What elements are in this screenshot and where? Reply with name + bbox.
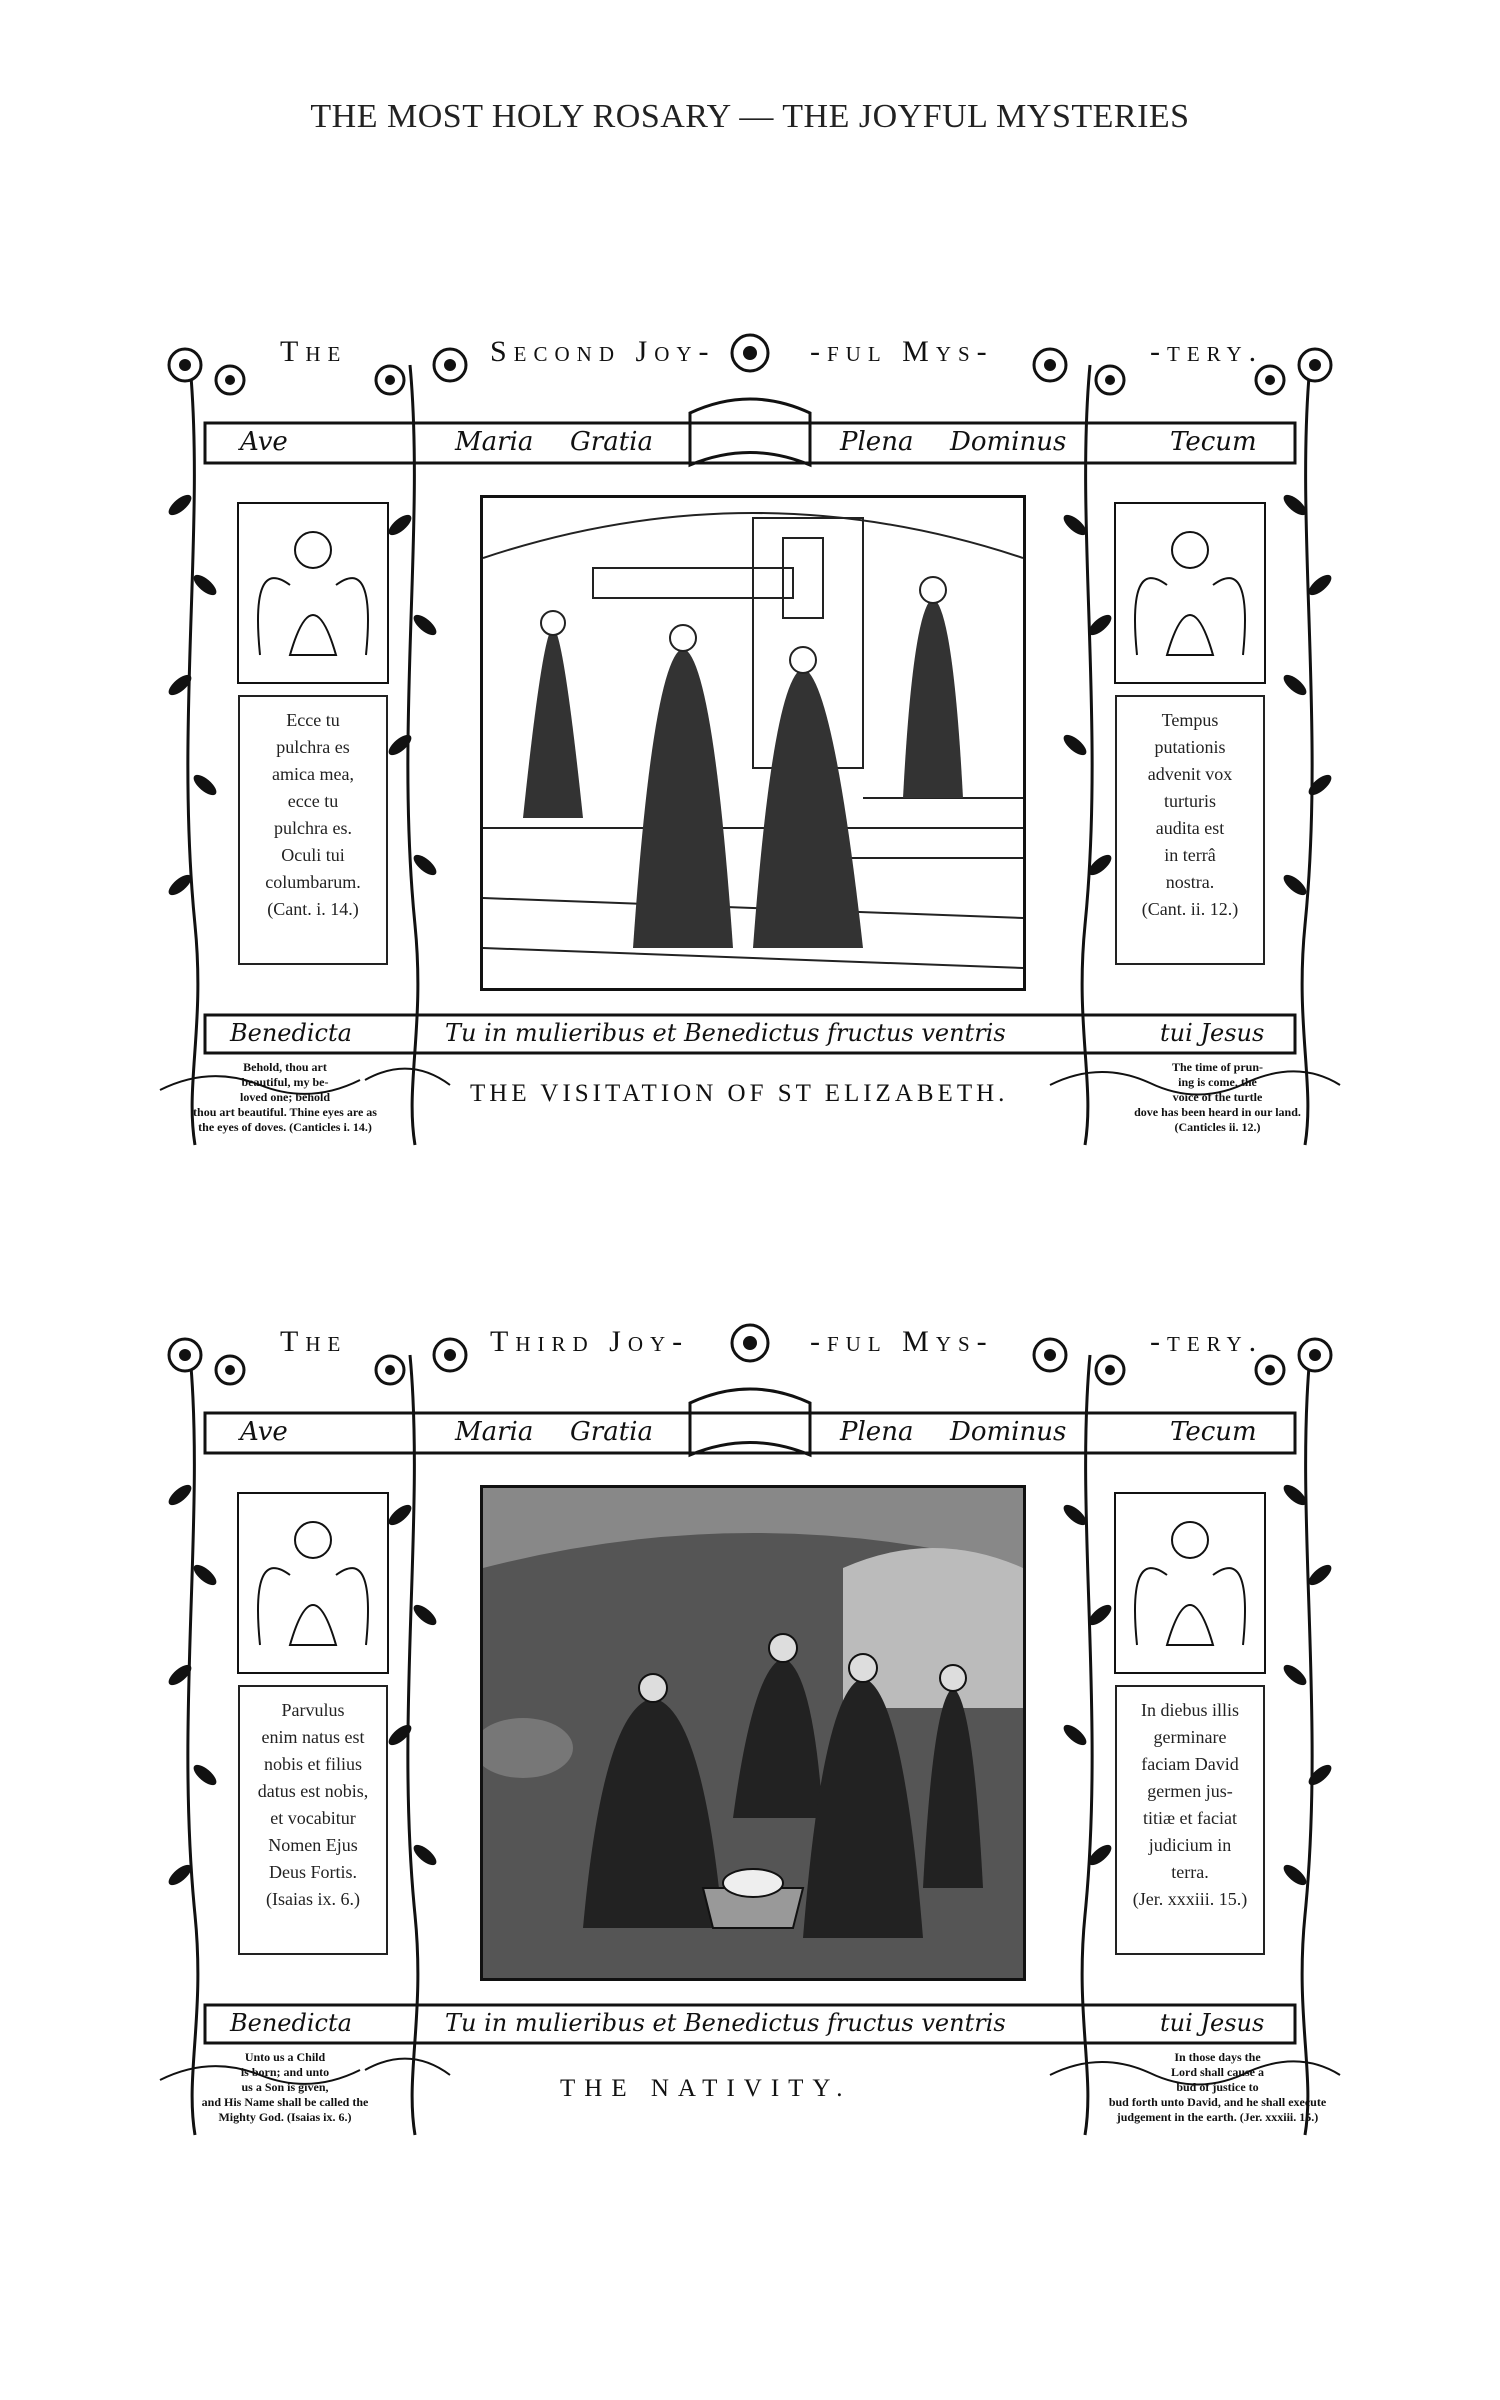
ribbon-word-plena: Plena bbox=[840, 1417, 914, 1447]
title-word-1: The bbox=[280, 335, 348, 368]
right-english-note: In those days the Lord shall cause a bud of justice to bud forth unto David, and he shall execute judgement in the earth. (Jer. xxxiii. 15.) bbox=[1108, 2050, 1327, 2124]
title-word-3: -ful Mys- bbox=[810, 1325, 994, 1358]
bottom-salutation: Tu in mulieribus et Benedictus fructus ventris bbox=[445, 2009, 1006, 2037]
ribbon-word-tecum: Tecum bbox=[1170, 1417, 1257, 1447]
left-english-note: Behold, thou art beautiful, my be- loved one; behold thou art beautiful. Thine eyes are as the eyes of doves. (Canticles i. 14.) bbox=[193, 1060, 377, 1134]
ribbon-word-maria: Maria bbox=[455, 427, 534, 457]
title-word-4: -tery. bbox=[1150, 335, 1264, 368]
plate-caption: THE NATIVITY. bbox=[560, 2075, 852, 2102]
ribbon-word-ave: Ave bbox=[240, 427, 288, 457]
right-latin-panel: In diebus illis germinare faciam David germen jus- titiæ et faciat judicium in terra. (Jer. xxxiii. 15.) bbox=[1115, 1685, 1265, 1955]
plate-third-joyful-mystery bbox=[150, 1315, 1350, 2165]
plate-caption: THE VISITATION OF ST ELIZABETH. bbox=[470, 1080, 1009, 1107]
ribbon-word-gratia: Gratia bbox=[570, 427, 653, 457]
title-word-4: -tery. bbox=[1150, 1325, 1264, 1358]
bottom-word-tui-jesus: tui Jesus bbox=[1160, 2009, 1265, 2037]
plate-second-joyful-mystery bbox=[150, 325, 1350, 1175]
bottom-word-tui-jesus: tui Jesus bbox=[1160, 1019, 1265, 1047]
bottom-word-benedicta: Benedicta bbox=[230, 2009, 352, 2037]
ribbon-word-plena: Plena bbox=[840, 427, 914, 457]
title-word-2: Third Joy- bbox=[490, 1325, 690, 1358]
title-word-1: The bbox=[280, 1325, 348, 1358]
title-word-3: -ful Mys- bbox=[810, 335, 994, 368]
ribbon-word-tecum: Tecum bbox=[1170, 427, 1257, 457]
right-latin-panel: Tempus putationis advenit vox turturis audita est in terrâ nostra. (Cant. ii. 12.) bbox=[1115, 695, 1265, 965]
title-word-2: Second Joy- bbox=[490, 335, 716, 368]
bottom-word-benedicta: Benedicta bbox=[230, 1019, 352, 1047]
visitation-engraving bbox=[480, 495, 1026, 991]
ribbon-word-dominus: Dominus bbox=[950, 1417, 1067, 1447]
nativity-engraving-icon bbox=[483, 1488, 1023, 1978]
left-latin-panel: Ecce tu pulchra es amica mea, ecce tu pulchra es. Oculi tui columbarum. (Cant. i. 14.) bbox=[238, 695, 388, 965]
ribbon-word-ave: Ave bbox=[240, 1417, 288, 1447]
bottom-salutation: Tu in mulieribus et Benedictus fructus ventris bbox=[445, 1019, 1006, 1047]
ribbon-word-dominus: Dominus bbox=[950, 427, 1067, 457]
left-latin-panel: Parvulus enim natus est nobis et filius datus est nobis, et vocabitur Nomen Ejus Deus Fortis. (Isaias ix. 6.) bbox=[238, 1685, 388, 1955]
right-english-note: The time of prun- ing is come, the voice of the turtle dove has been heard in our land. (Canticles ii. 12.) bbox=[1134, 1060, 1301, 1134]
ribbon-word-gratia: Gratia bbox=[570, 1417, 653, 1447]
visitation-engraving-icon bbox=[483, 498, 1023, 988]
left-english-note: Unto us a Child is born; and unto us a Son is given, and His Name shall be called the Mighty God. (Isaias ix. 6.) bbox=[201, 2050, 369, 2124]
nativity-engraving bbox=[480, 1485, 1026, 1981]
page-header: THE MOST HOLY ROSARY — THE JOYFUL MYSTERIES bbox=[310, 98, 1190, 135]
ribbon-word-maria: Maria bbox=[455, 1417, 534, 1447]
